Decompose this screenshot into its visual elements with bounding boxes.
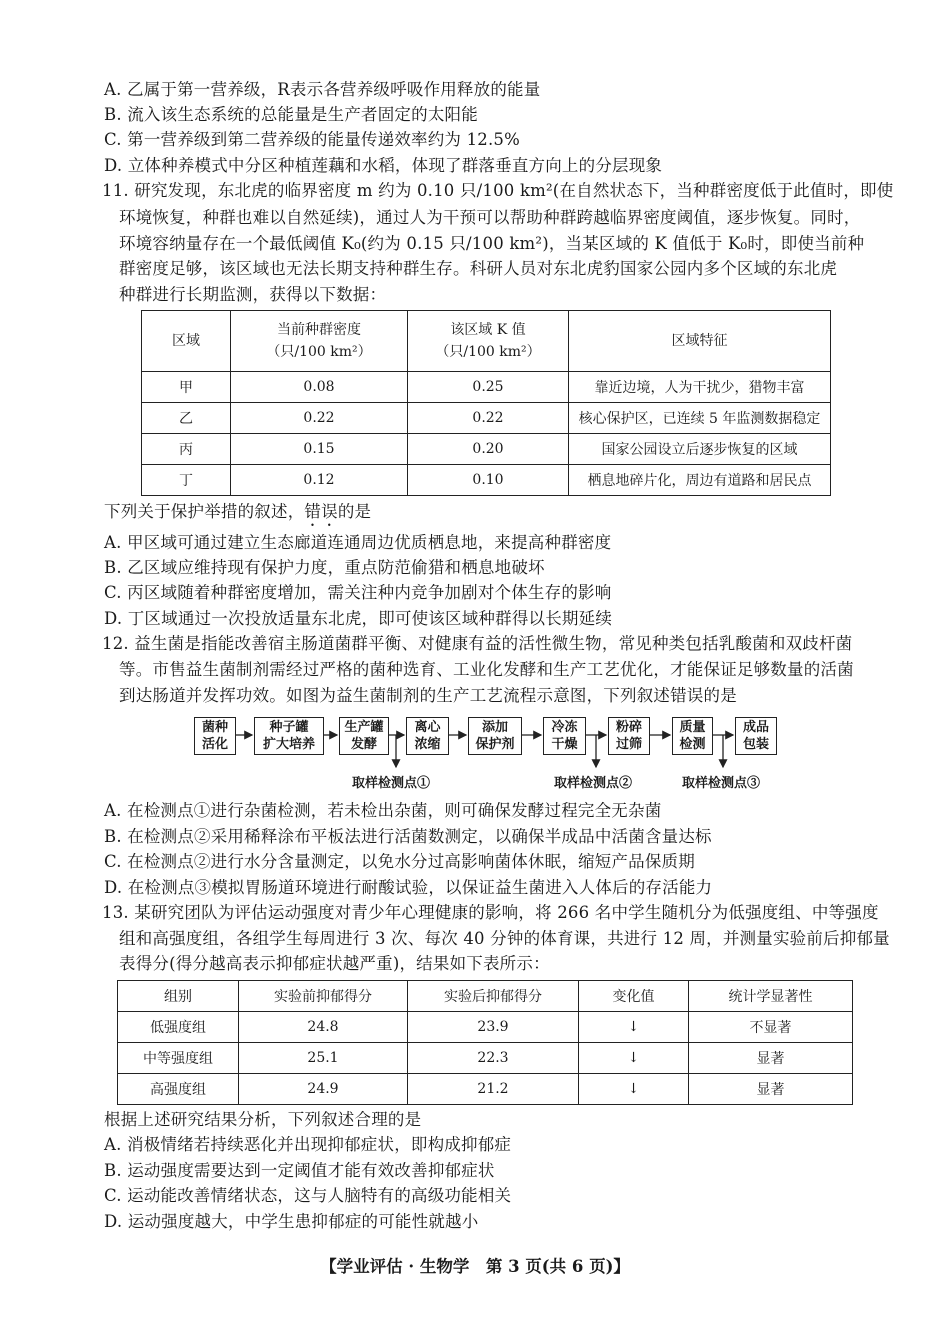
table-row [118, 1043, 853, 1074]
q11-option-d: D. 丁区域通过一次投放适量东北虎，即可使该区域种群得以长期延续 [104, 609, 613, 628]
table-cell: 24.9 [239, 1074, 408, 1105]
page-footer: 【学业评估 · 生物学 第 3 页(共 6 页)】 [320, 1257, 630, 1276]
q13-stem-line: 13. 某研究团队为评估运动强度对青少年心理健康的影响，将 266 名中学生随机分为低强度组、中等强度 [102, 903, 879, 922]
table-cell: 低强度组 [118, 1012, 239, 1043]
flow-step-line: 发酵 [350, 737, 377, 752]
q11-stem-line: 环境恢复，种群也难以自然延续)，通过人为干预可以帮助种群跨越临界密度阈值，逐步恢复。同时， [119, 208, 861, 227]
sample-point-3: 取样检测点③ [682, 776, 761, 791]
table-header-row [118, 981, 853, 1012]
flow-step-line: 冷冻 [551, 720, 578, 735]
table-cell: 栖息地碎片化，周边有道路和居民点 [569, 465, 831, 496]
table-cell: 23.9 [408, 1012, 579, 1043]
q11-option-c: C. 丙区域随着种群密度增加，需关注种内竞争加剧对个体生存的影响 [104, 583, 612, 602]
flow-step-line: 保护剂 [475, 737, 515, 752]
flow-step-line: 生产罐 [344, 720, 384, 735]
flow-step-box [608, 717, 650, 755]
header-line: 该区域 K 值 [450, 322, 526, 338]
table-header-row [142, 311, 831, 372]
table-cell: 0.08 [231, 372, 408, 403]
flow-step-line: 包装 [742, 737, 769, 752]
q11-question [104, 500, 371, 530]
q11-question-pre: 下列关于保护举措的叙述， [104, 502, 305, 521]
table-header-cell: 组别 [118, 981, 239, 1012]
flow-step-line: 菌种 [201, 720, 228, 735]
table-row [118, 1012, 853, 1043]
flow-step-box [672, 717, 713, 755]
table-cell: 0.10 [408, 465, 569, 496]
q13-data-table [117, 980, 853, 1105]
table-cell: 不显著 [689, 1012, 853, 1043]
table-row [142, 434, 831, 465]
q11-stem-line: 环境容纳量存在一个最低阈值 K₀(约为 0.15 只/100 km²)，当某区域的 K 值低于 K₀时，即使当前种 [119, 234, 865, 253]
flow-step-line: 种子罐 [269, 720, 309, 735]
table-cell: 丁 [142, 465, 231, 496]
q13-stem-line: 组和高强度组，各组学生每周进行 3 次、每次 40 分钟的体育课，共进行 12 周，并测量实验前后抑郁量 [119, 929, 890, 948]
table-cell: 高强度组 [118, 1074, 239, 1105]
table-cell: 丙 [142, 434, 231, 465]
table-cell: 0.22 [231, 403, 408, 434]
sample-point-2: 取样检测点② [554, 776, 633, 791]
q13-question: 根据上述研究结果分析，下列叙述合理的是 [104, 1110, 422, 1129]
q11-stem-line: 种群进行长期监测，获得以下数据： [119, 285, 387, 304]
q10-option-a: A. 乙属于第一营养级，R表示各营养级呼吸作用释放的能量 [104, 80, 541, 99]
flow-step-box [254, 717, 324, 755]
q12-stem-line: 12. 益生菌是指能改善宿主肠道菌群平衡、对健康有益的活性微生物，常见种类包括乳酸菌和双歧杆菌 [102, 634, 853, 653]
header-line: 当前种群密度 [277, 322, 361, 338]
table-row [142, 465, 831, 496]
down-arrow-icon: ↓ [579, 1074, 689, 1105]
q10-option-b: B. 流入该生态系统的总能量是生产者固定的太阳能 [104, 105, 478, 124]
table-header-cell: 区域 [142, 311, 231, 372]
table-header-cell: 实验前抑郁得分 [239, 981, 408, 1012]
table-header-cell: 实验后抑郁得分 [408, 981, 579, 1012]
table-cell: 0.25 [408, 372, 569, 403]
table-header-cell: 区域特征 [569, 311, 831, 372]
q12-stem-line: 等。市售益生菌制剂需经过严格的菌种选育、工业化发酵和生产工艺优化，才能保证足够数量的活菌 [119, 660, 854, 679]
table-row [142, 372, 831, 403]
q11-question-post: 的是 [337, 502, 372, 521]
flow-step-box [468, 717, 522, 755]
flow-step-line: 浓缩 [414, 737, 441, 752]
table-header-cell: 统计学显著性 [689, 981, 853, 1012]
q13-stem-line: 表得分(得分越高表示抑郁症状越严重)，结果如下表所示： [119, 954, 550, 973]
q12-stem-line: 到达肠道并发挥功效。如图为益生菌制剂的生产工艺流程示意图，下列叙述错误的是 [119, 686, 737, 705]
table-header-cell [231, 311, 408, 372]
table-cell: 0.15 [231, 434, 408, 465]
table-row [118, 1074, 853, 1105]
table-cell: 21.2 [408, 1074, 579, 1105]
flow-step-line: 添加 [481, 720, 508, 735]
q10-option-c: C. 第一营养级到第二营养级的能量传递效率约为 12.5% [104, 130, 520, 149]
q12-option-c: C. 在检测点②进行水分含量测定，以免水分过高影响菌体休眠，缩短产品保质期 [104, 852, 695, 871]
table-cell: 甲 [142, 372, 231, 403]
q11-question-emphasis: 错误 [304, 502, 338, 521]
table-cell: 0.20 [408, 434, 569, 465]
q13-option-d: D. 运动强度越大，中学生患抑郁症的可能性就越小 [104, 1212, 479, 1231]
flow-step-line: 活化 [201, 737, 228, 752]
table-header-cell: 变化值 [579, 981, 689, 1012]
down-arrow-icon: ↓ [579, 1043, 689, 1074]
flow-step-line: 成品 [742, 720, 769, 735]
table-cell: 22.3 [408, 1043, 579, 1074]
q11-option-a: A. 甲区域可通过建立生态廊道连通周边优质栖息地，来提高种群密度 [104, 533, 612, 552]
table-cell: 0.22 [408, 403, 569, 434]
q13-option-c: C. 运动能改善情绪状态，这与人脑特有的高级功能相关 [104, 1186, 512, 1205]
table-header-cell [408, 311, 569, 372]
table-cell: 核心保护区，已连续 5 年监测数据稳定 [569, 403, 831, 434]
table-row [142, 403, 831, 434]
table-cell: 乙 [142, 403, 231, 434]
q12-option-b: B. 在检测点②采用稀释涂布平板法进行活菌数测定，以确保半成品中活菌含量达标 [104, 827, 712, 846]
q13-option-b: B. 运动强度需要达到一定阈值才能有效改善抑郁症状 [104, 1161, 495, 1180]
q12-option-a: A. 在检测点①进行杂菌检测，若未检出杂菌，则可确保发酵过程完全无杂菌 [104, 801, 662, 820]
q10-option-d: D. 立体种养模式中分区种植莲藕和水稻，体现了群落垂直方向上的分层现象 [104, 156, 663, 175]
q11-data-table [141, 310, 831, 496]
header-line: （只/100 km²） [266, 344, 372, 360]
header-line: （只/100 km²） [435, 344, 541, 360]
table-cell: 显著 [689, 1043, 853, 1074]
q12-option-d: D. 在检测点③模拟胃肠道环境进行耐酸试验，以保证益生菌进入人体后的存活能力 [104, 878, 713, 897]
table-cell: 24.8 [239, 1012, 408, 1043]
flow-step-box [194, 717, 236, 755]
table-cell: 0.12 [231, 465, 408, 496]
flow-step-box [543, 717, 586, 755]
table-cell: 中等强度组 [118, 1043, 239, 1074]
q11-stem-line: 群密度足够，该区域也无法长期支持种群生存。科研人员对东北虎豹国家公园内多个区域的东北虎 [119, 259, 838, 278]
flow-step-line: 干燥 [551, 737, 578, 752]
table-cell: 25.1 [239, 1043, 408, 1074]
flow-step-line: 过筛 [615, 737, 642, 752]
flow-step-box [339, 717, 389, 755]
flow-step-line: 离心 [414, 720, 441, 735]
flow-step-line: 粉碎 [615, 720, 642, 735]
q11-option-b: B. 乙区域应维持现有保护力度，重点防范偷猎和栖息地破坏 [104, 558, 545, 577]
flow-step-line: 检测 [679, 737, 706, 752]
q13-option-a: A. 消极情绪若持续恶化并出现抑郁症状，即构成抑郁症 [104, 1135, 512, 1154]
flow-step-box [406, 717, 449, 755]
sample-point-1: 取样检测点① [352, 776, 431, 791]
table-cell: 显著 [689, 1074, 853, 1105]
flow-step-line: 质量 [679, 720, 706, 735]
q11-stem-line: 11. 研究发现，东北虎的临界密度 m 约为 0.10 只/100 km²(在自然状态下，当种群密度低于此值时，即使 [102, 181, 894, 200]
down-arrow-icon: ↓ [579, 1012, 689, 1043]
flow-step-line: 扩大培养 [262, 737, 315, 752]
table-cell: 靠近边境，人为干扰少，猎物丰富 [569, 372, 831, 403]
table-cell: 国家公园设立后逐步恢复的区域 [569, 434, 831, 465]
flow-step-box [735, 717, 777, 755]
production-flow-diagram [190, 715, 790, 795]
